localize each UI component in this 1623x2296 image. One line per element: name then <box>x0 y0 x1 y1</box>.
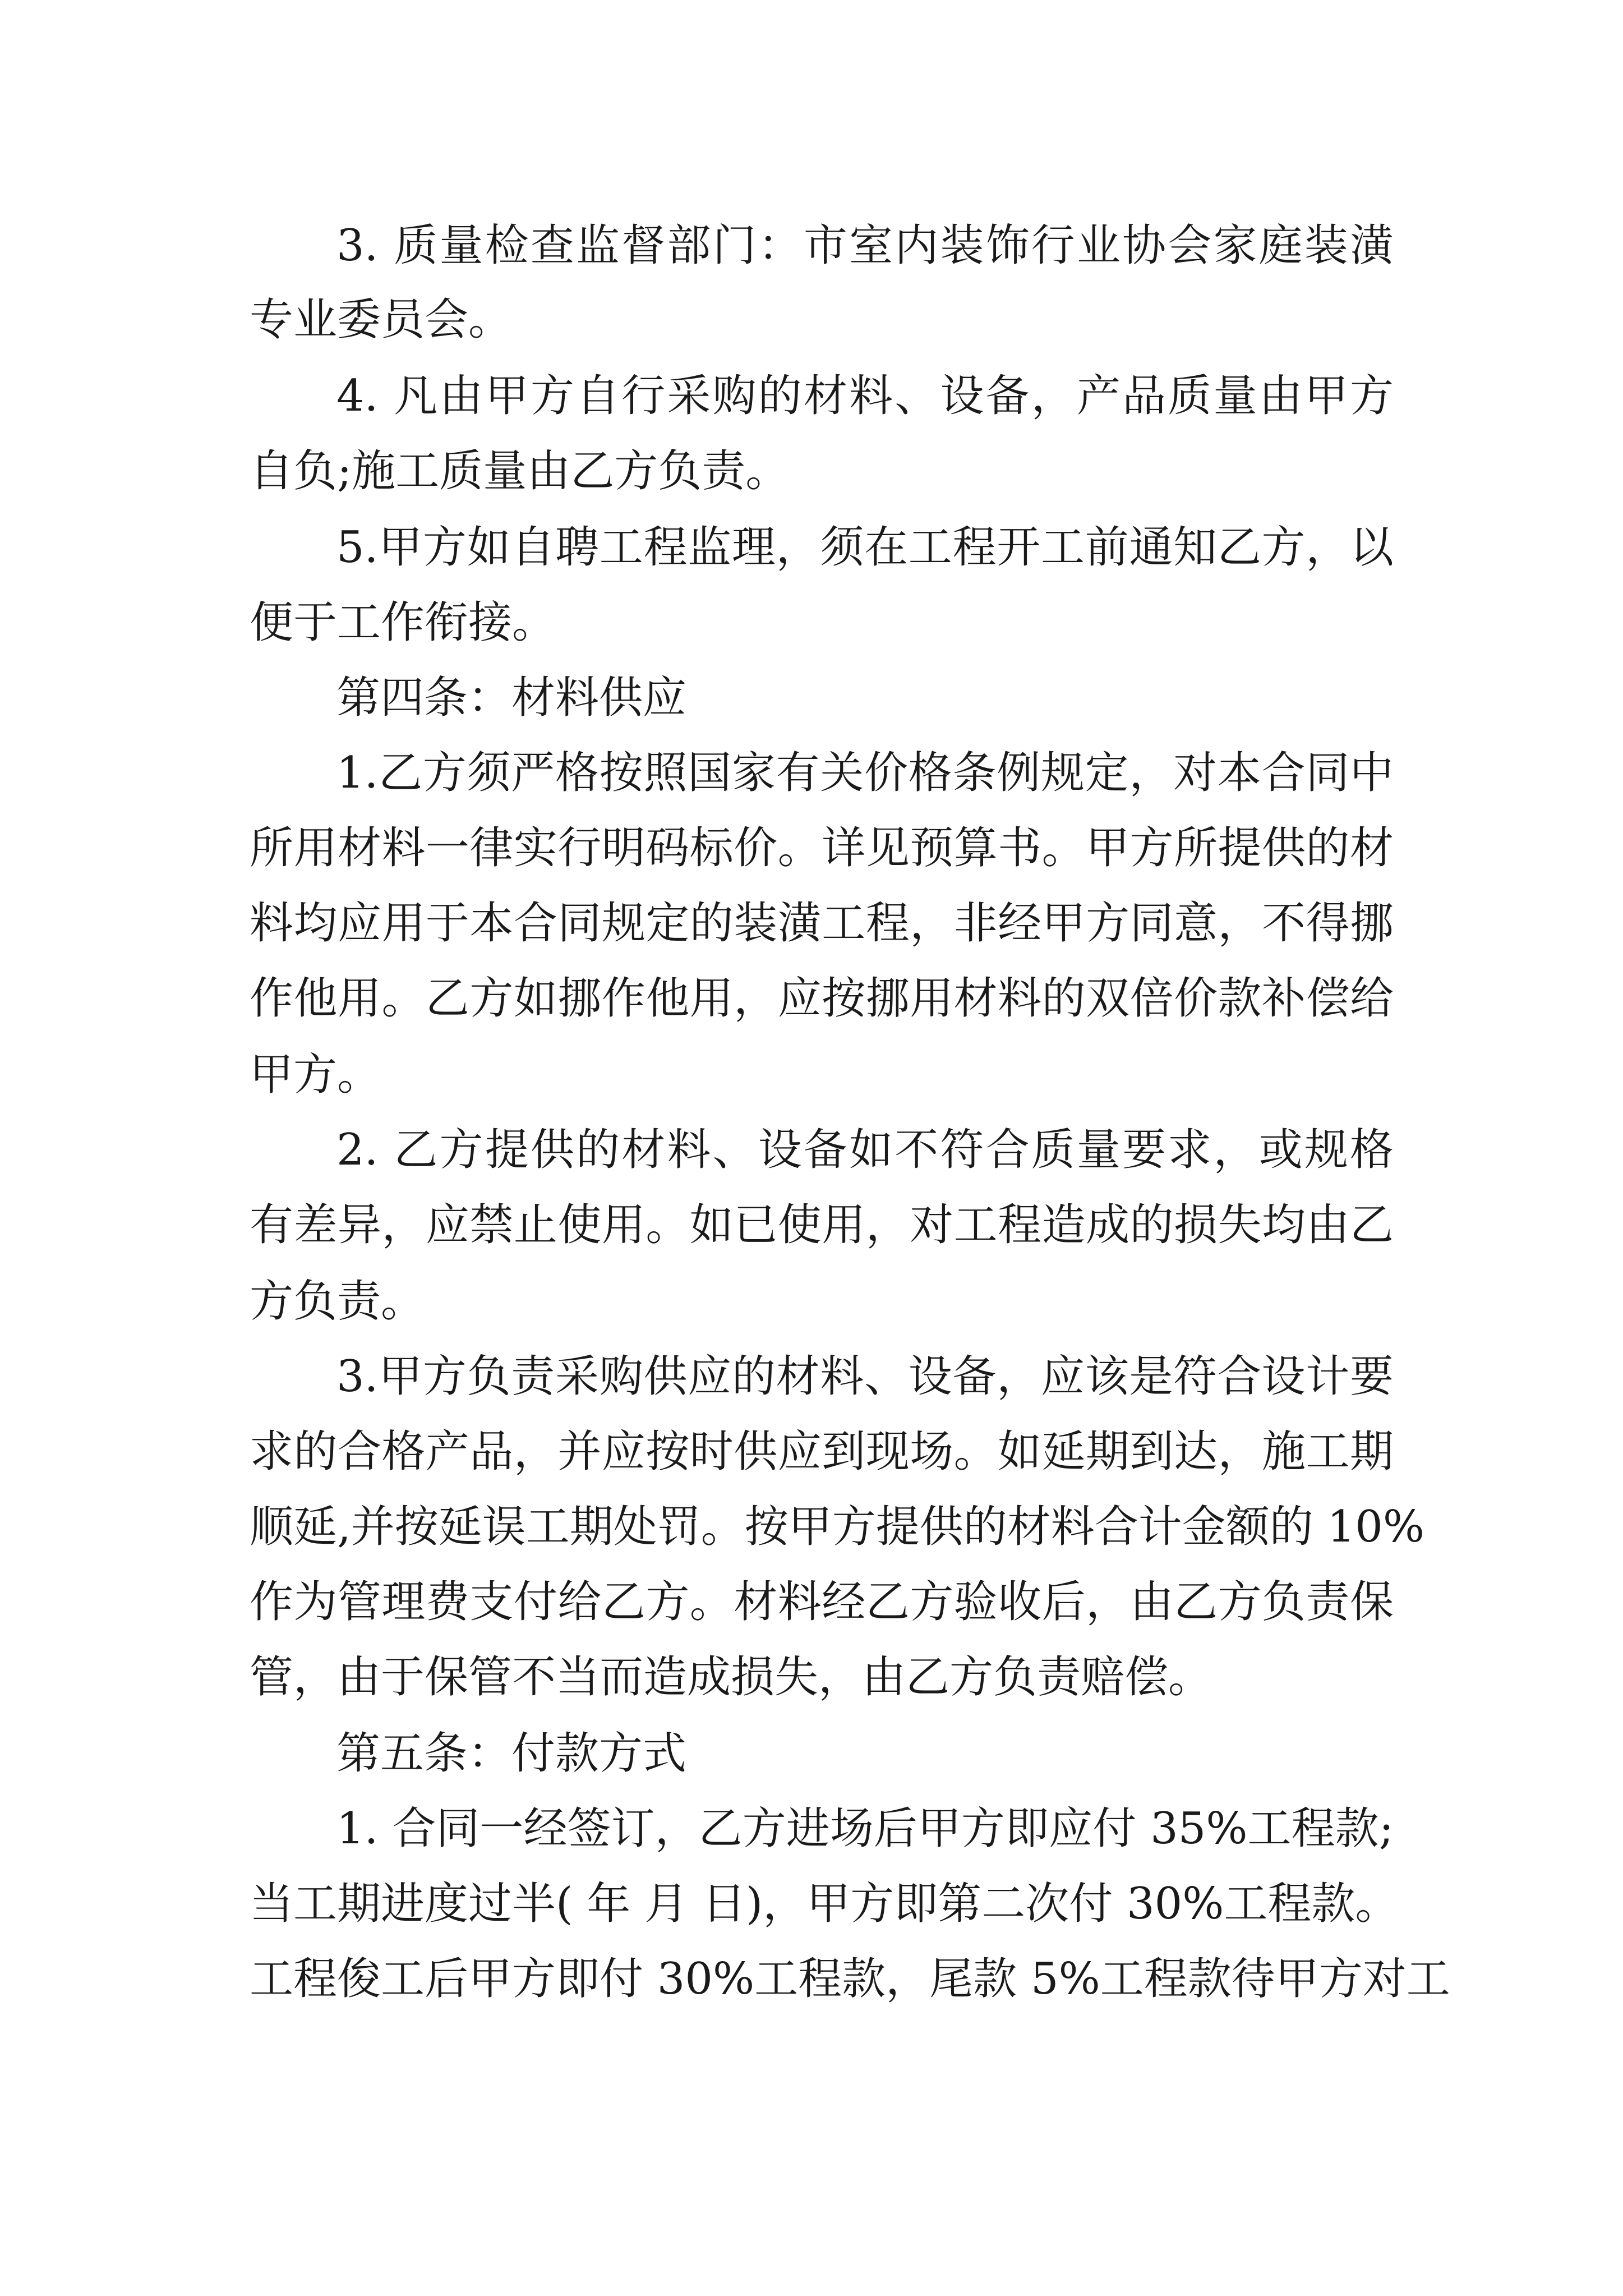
article-5-heading: 第五条：付款方式 <box>336 1728 687 1779</box>
clause-4-3-line-5: 管，由于保管不当而造成损失，由乙方负责赔偿。 <box>250 1652 1212 1703</box>
clause-3-5-line-1: 5.甲方如自聘工程监理，须在工程开工前通知乙方，以 <box>336 522 1394 573</box>
clause-3-4-line-2: 自负;施工质量由乙方负责。 <box>250 446 790 496</box>
clause-5-1-line-2: 当工期进度过半( 年 月 日)，甲方即第二次付 30%工程款。 <box>250 1879 1399 1929</box>
clause-3-3-line-2: 专业委员会。 <box>250 295 513 345</box>
clause-3-3-line-1: 3. 质量检查监督部门：市室内装饰行业协会家庭装潢 <box>336 220 1394 271</box>
clause-4-3-line-4: 作为管理费支付给乙方。材料经乙方验收后，由乙方负责保 <box>250 1577 1394 1627</box>
clause-4-2-line-3: 方负责。 <box>250 1276 425 1327</box>
clause-4-3-line-3: 顺延,并按延误工期处罚。按甲方提供的材料合计金额的 10% <box>250 1502 1424 1552</box>
clause-3-5-line-2: 便于工作衔接。 <box>250 597 556 648</box>
clause-5-1-line-1: 1. 合同一经签订，乙方进场后甲方即应付 35%工程款; <box>336 1803 1394 1854</box>
clause-4-3-line-1: 3.甲方负责采购供应的材料、设备，应该是符合设计要 <box>336 1351 1394 1402</box>
clause-4-1-line-5: 甲方。 <box>250 1050 381 1100</box>
clause-4-3-line-2: 求的合格产品，并应按时供应到现场。如延期到达，施工期 <box>250 1427 1394 1477</box>
clause-4-1-line-1: 1.乙方须严格按照国家有关价格条例规定，对本合同中 <box>336 748 1394 798</box>
clause-5-1-line-3: 工程俊工后甲方即付 30%工程款，尾款 5%工程款待甲方对工 <box>250 1954 1450 2004</box>
clause-4-1-line-2: 所用材料一律实行明码标价。详见预算书。甲方所提供的材 <box>250 823 1394 873</box>
clause-4-1-line-4: 作他用。乙方如挪作他用，应按挪用材料的双倍价款补偿给 <box>250 973 1394 1024</box>
clause-3-4-line-1: 4. 凡由甲方自行采购的材料、设备，产品质量由甲方 <box>336 371 1394 421</box>
article-4-heading: 第四条：材料供应 <box>336 673 687 723</box>
clause-4-2-line-1: 2. 乙方提供的材料、设备如不符合质量要求，或规格 <box>336 1125 1394 1175</box>
clause-4-1-line-3: 料均应用于本合同规定的装潢工程，非经甲方同意，不得挪 <box>250 898 1394 949</box>
clause-4-2-line-2: 有差异，应禁止使用。如已使用，对工程造成的损失均由乙 <box>250 1200 1394 1250</box>
